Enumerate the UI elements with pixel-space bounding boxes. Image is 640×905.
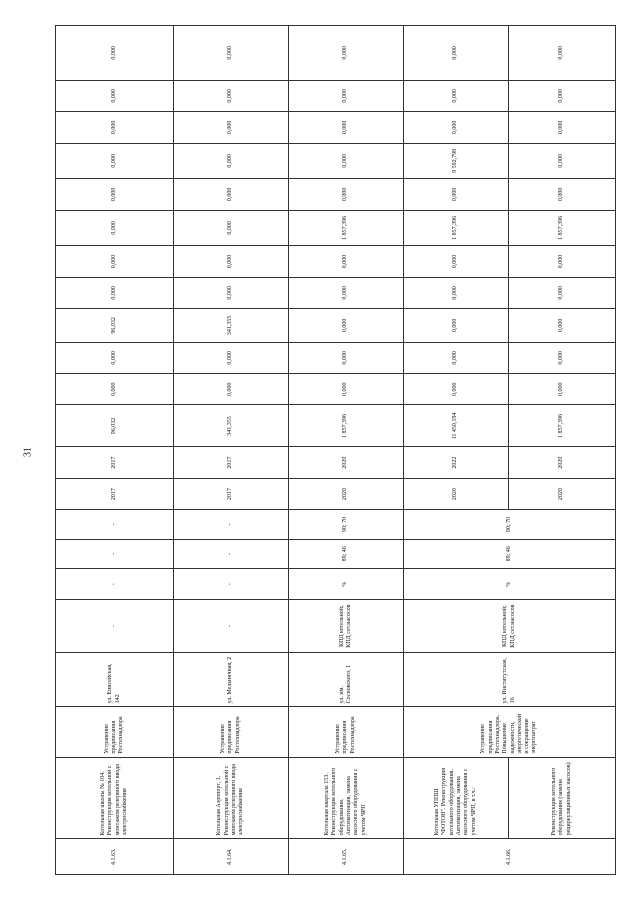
- value-cell: 0,000: [56, 143, 174, 179]
- object-goal: Устранение предписания Ростехнадзора: [289, 707, 404, 757]
- value-cell: 0,000: [404, 246, 509, 277]
- value-cell: 1 857,396: [404, 210, 509, 246]
- indicator-unit: -: [56, 568, 174, 599]
- value-cell: 0,000: [174, 342, 289, 373]
- indicator-name: -: [174, 600, 289, 652]
- year-start: 2020: [289, 478, 404, 509]
- value-cell: 0,000: [56, 210, 174, 246]
- value-cell: 0,000: [56, 374, 174, 405]
- value-cell: 0,000: [289, 26, 404, 81]
- total-cost: 11 450,194: [404, 405, 509, 447]
- object-goal: Устранение предписания Ростехнадзора. Повышение надежности, энергетической и сокращение энергозатрат: [404, 707, 616, 757]
- value-cell: 0,000: [404, 277, 509, 308]
- table-row: [56, 26, 174, 875]
- row-number: 4.1.63.: [56, 839, 174, 875]
- total-cost: 1 857,396: [509, 405, 616, 447]
- object-name: Котельная школы № 104. Реконструкция котельной с монтажом резервного ввода электроснабжения: [56, 757, 174, 839]
- value-cell: 0,000: [289, 246, 404, 277]
- value-cell: 0,000: [509, 143, 616, 179]
- year-start: 2017: [174, 478, 289, 509]
- value-cell: 0,000: [509, 277, 616, 308]
- value-cell: 0,000: [56, 342, 174, 373]
- indicator-after: 90; 70: [404, 510, 616, 539]
- object-goal: Устранение предписания Ростехнадзора: [174, 707, 289, 757]
- object-name: Котельная Аэропорт, 1. Реконструкция котельной с монтажом резервного ввода электроснабжения: [174, 757, 289, 839]
- total-cost: 96,032: [56, 405, 174, 447]
- value-cell: 1 857,396: [289, 210, 404, 246]
- value-cell: 0,000: [289, 342, 404, 373]
- object-address: ул. Енисейская, 142: [56, 652, 174, 707]
- value-cell: 0,000: [509, 374, 616, 405]
- value-cell: 0,000: [509, 342, 616, 373]
- value-cell: 0,000: [404, 26, 509, 81]
- indicator-after: 90; 70: [289, 510, 404, 539]
- value-cell: 0,000: [404, 179, 509, 210]
- value-cell: 0,000: [509, 80, 616, 111]
- table-row: [404, 26, 509, 875]
- indicator-name: КПД котельной; КПД сет.насосов: [289, 600, 404, 652]
- value-cell: 0,000: [174, 374, 289, 405]
- value-cell: 0,000: [56, 179, 174, 210]
- value-cell: 0,000: [289, 309, 404, 343]
- year-end: 2022: [404, 447, 509, 478]
- value-cell: 0,000: [289, 112, 404, 143]
- value-cell: 341,355: [174, 309, 289, 343]
- value-cell: 0,000: [174, 277, 289, 308]
- value-cell: 0,000: [404, 309, 509, 343]
- object-name: Реконструкция котельного оборудования (замена рециркуляционных насосов): [509, 757, 616, 839]
- page-number: 31: [22, 447, 34, 457]
- value-cell: 0,000: [56, 112, 174, 143]
- object-address: ул. Институтская, 16: [404, 652, 616, 707]
- indicator-before: 89; 46: [404, 539, 616, 568]
- year-end: 2017: [56, 447, 174, 478]
- value-cell: 96,032: [56, 309, 174, 343]
- year-start: 2020: [404, 478, 509, 509]
- value-cell: 0,000: [174, 143, 289, 179]
- value-cell: 0,000: [404, 112, 509, 143]
- indicator-name: -: [56, 600, 174, 652]
- value-cell: 0,000: [289, 374, 404, 405]
- indicator-name: КПД котельной; КПД сет.насосов: [404, 600, 616, 652]
- indicator-after: -: [56, 510, 174, 539]
- year-end: 2020: [289, 447, 404, 478]
- year-end: 2020: [509, 447, 616, 478]
- total-cost: 1 857,396: [289, 405, 404, 447]
- row-number: 4.1.66.: [404, 839, 616, 875]
- indicator-unit: %: [404, 568, 616, 599]
- value-cell: 0,000: [56, 246, 174, 277]
- value-cell: 9 592,798: [404, 143, 509, 179]
- value-cell: 0,000: [174, 26, 289, 81]
- object-name: Котельная квартала 153. Реконструкция котельного оборудования. Автоматизация, замена насосного оборудования с учетом ЧРП: [289, 757, 404, 839]
- indicator-before: -: [174, 539, 289, 568]
- indicator-before: -: [56, 539, 174, 568]
- value-cell: 0,000: [509, 112, 616, 143]
- table-row: [174, 26, 289, 875]
- value-cell: 0,000: [289, 179, 404, 210]
- value-cell: 0,000: [509, 246, 616, 277]
- year-start: 2020: [509, 478, 616, 509]
- value-cell: 0,000: [174, 246, 289, 277]
- investment-program-table: [55, 25, 616, 875]
- object-goal: Устранение предписания Ростехнадзора: [56, 707, 174, 757]
- value-cell: 0,000: [56, 26, 174, 81]
- value-cell: 0,000: [174, 179, 289, 210]
- year-start: 2017: [56, 478, 174, 509]
- object-name: Котельная УППШ "ФОТОН". Реконструкция котельного оборудования. Автоматизация, замена насосного оборудования с учетом ЧРП, в т.ч.:: [404, 757, 509, 839]
- value-cell: 0,000: [289, 80, 404, 111]
- value-cell: 1 857,396: [509, 210, 616, 246]
- value-cell: 0,000: [509, 309, 616, 343]
- rotated-table-wrapper: [55, 25, 615, 875]
- value-cell: 0,000: [174, 80, 289, 111]
- value-cell: 0,000: [404, 374, 509, 405]
- table-row: [289, 26, 404, 875]
- value-cell: 0,000: [289, 277, 404, 308]
- object-address: ул. Мельничная, 2: [174, 652, 289, 707]
- indicator-before: 89; 46: [289, 539, 404, 568]
- value-cell: 0,000: [174, 112, 289, 143]
- total-cost: 341,355: [174, 405, 289, 447]
- year-end: 2017: [174, 447, 289, 478]
- indicator-after: -: [174, 510, 289, 539]
- indicator-unit: %: [289, 568, 404, 599]
- value-cell: 0,000: [289, 143, 404, 179]
- row-number: 4.1.65.: [289, 839, 404, 875]
- value-cell: 0,000: [404, 342, 509, 373]
- value-cell: 0,000: [56, 277, 174, 308]
- value-cell: 0,000: [509, 26, 616, 81]
- object-address: ул. им. Сосновского, 1: [289, 652, 404, 707]
- row-number: 4.1.64.: [174, 839, 289, 875]
- value-cell: 0,000: [404, 80, 509, 111]
- indicator-unit: -: [174, 568, 289, 599]
- value-cell: 0,000: [56, 80, 174, 111]
- value-cell: 0,000: [174, 210, 289, 246]
- value-cell: 0,000: [509, 179, 616, 210]
